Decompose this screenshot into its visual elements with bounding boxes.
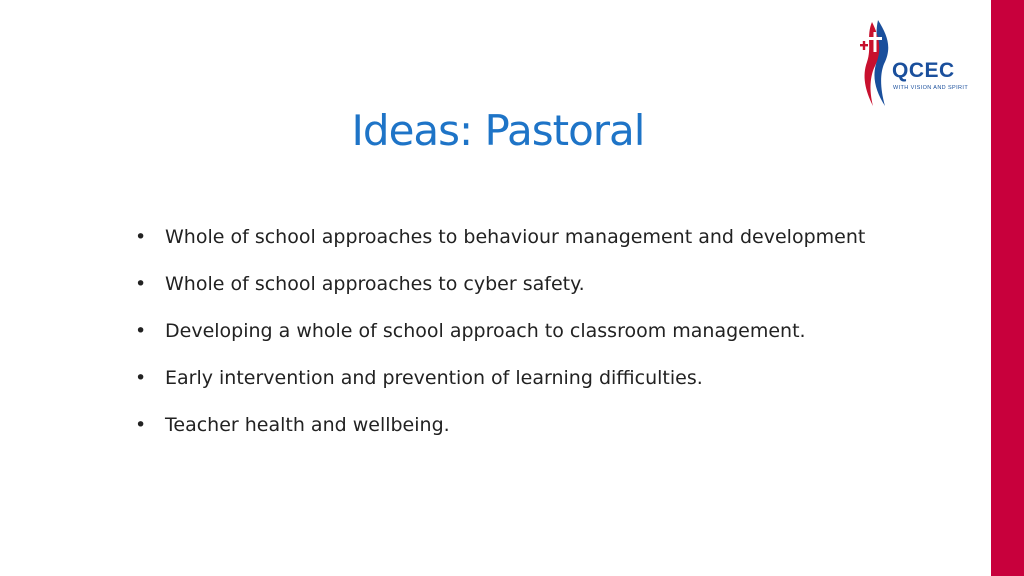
logo-name: QCEC bbox=[892, 59, 955, 82]
bullet-item bbox=[133, 318, 873, 345]
bullet-dot: • bbox=[135, 320, 147, 342]
bullet-item bbox=[133, 365, 873, 392]
bullet-text: Developing a whole of school approach to classroom management. bbox=[165, 320, 806, 342]
bullet-item bbox=[133, 271, 873, 298]
accent-bar bbox=[991, 0, 1024, 576]
bullet-dot: • bbox=[135, 414, 147, 436]
bullet-dot: • bbox=[135, 226, 147, 248]
bullet-text: Teacher health and wellbeing. bbox=[165, 414, 450, 436]
bullet-dot: • bbox=[135, 273, 147, 295]
bullet-list bbox=[133, 224, 873, 459]
bullet-dot: • bbox=[135, 367, 147, 389]
bullet-item bbox=[133, 224, 873, 251]
bullet-text: Early intervention and prevention of learning difficulties. bbox=[165, 367, 703, 389]
bullet-text: Whole of school approaches to behaviour management and development bbox=[165, 226, 866, 248]
bullet-text: Whole of school approaches to cyber safety. bbox=[165, 273, 585, 295]
logo-tagline: WITH VISION AND SPIRIT bbox=[893, 85, 969, 91]
qcec-logo bbox=[858, 18, 968, 110]
slide-title: Ideas: Pastoral bbox=[351, 106, 645, 155]
bullet-item bbox=[133, 412, 873, 439]
